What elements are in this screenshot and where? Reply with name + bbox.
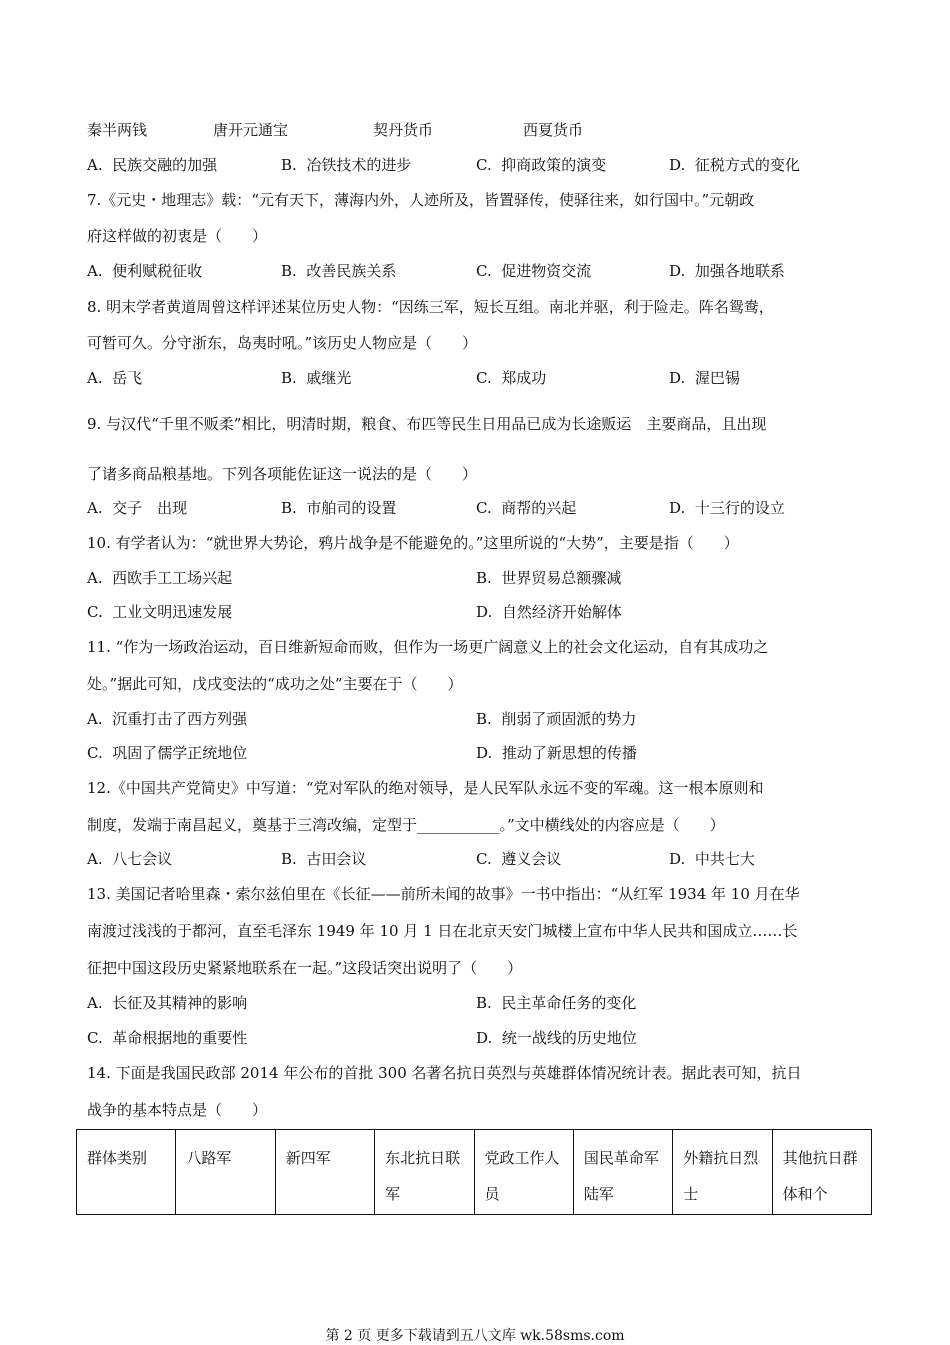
option-a[interactable]: A. 岳飞 xyxy=(87,369,143,387)
question-text: 12.《中国共产党简史》中写道：“党对军队的绝对领导，是人民军队永远不变的军魂。这一根本原则和 xyxy=(87,779,764,797)
coin-caption: 秦半两钱 xyxy=(87,121,148,139)
question-text: 处。”据此可知，戊戌变法的“成功之处”主要在于（ ） xyxy=(87,675,463,693)
question-text: 征把中国这段历史紧紧地联系在一起。”这段话突出说明了（ ） xyxy=(87,959,523,977)
option-a[interactable]: A. 八七会议 xyxy=(87,850,173,868)
option-c[interactable]: C. 巩固了儒学正统地位 xyxy=(87,744,248,762)
option-b[interactable]: B. 戚继光 xyxy=(281,369,352,387)
table-cell: 群体类别 xyxy=(77,1130,176,1215)
option-a[interactable]: A. 西欧手工工场兴起 xyxy=(87,569,233,587)
option-a[interactable]: A. 交子 出现 xyxy=(87,499,188,517)
table-row xyxy=(77,1130,872,1215)
question-text: 9. 与汉代“千里不贩柔”相比，明清时期，粮食、布匹等民生日用品已成为长途贩运 主要商品，且出现 xyxy=(87,415,767,433)
coin-caption: 契丹货币 xyxy=(373,121,434,139)
table-cell: 外籍抗日烈士 xyxy=(673,1130,772,1215)
table-cell: 其他抗日群体和个 xyxy=(772,1130,871,1215)
option-d[interactable]: D. 渥巴锡 xyxy=(669,369,740,387)
table-cell: 八路军 xyxy=(176,1130,275,1215)
question-text: 了诸多商品粮基地。下列各项能佐证这一说法的是（ ） xyxy=(87,465,478,483)
option-d[interactable]: D. 加强各地联系 xyxy=(669,262,785,280)
table-cell: 党政工作人员 xyxy=(474,1130,573,1215)
option-d[interactable]: D. 十三行的设立 xyxy=(669,499,785,517)
option-b[interactable]: B. 市舶司的设置 xyxy=(281,499,397,517)
table-cell: 新四军 xyxy=(275,1130,374,1215)
option-b[interactable]: B. 民主革命任务的变化 xyxy=(476,994,637,1012)
table-cell: 东北抗日联军 xyxy=(375,1130,474,1215)
option-d[interactable]: D. 推动了新思想的传播 xyxy=(476,744,637,762)
statistics-table xyxy=(76,1129,872,1215)
question-text: 10. 有学者认为：“就世界大势论，鸦片战争是不能避免的。”这里所说的“大势”，主要是指（ ） xyxy=(87,534,739,552)
question-text: 11. “作为一场政治运动，百日维新短命而败，但作为一场更广阔意义上的社会文化运动，自有其成功之 xyxy=(87,638,769,656)
option-c[interactable]: C. 遵义会议 xyxy=(476,850,562,868)
question-text: 13. 美国记者哈里森・索尔兹伯里在《长征——前所未闻的故事》一书中指出：“从红军 1934 年 10 月在华 xyxy=(87,885,800,903)
question-text: 制度，发端于南昌起义，奠基于三湾改编，定型于___________。”文中横线处的内容应是（ ） xyxy=(87,816,725,834)
coin-caption: 西夏货币 xyxy=(523,121,584,139)
option-c[interactable]: C. 商帮的兴起 xyxy=(476,499,577,517)
option-c[interactable]: C. 促进物资交流 xyxy=(476,262,592,280)
option-c[interactable]: C. 工业文明迅速发展 xyxy=(87,603,233,621)
option-b[interactable]: B. 冶铁技术的进步 xyxy=(281,156,412,174)
option-c[interactable]: C. 革命根据地的重要性 xyxy=(87,1029,248,1047)
option-a[interactable]: A. 长征及其精神的影响 xyxy=(87,994,248,1012)
question-text: 7.《元史・地理志》载：“元有天下，薄海内外，人迹所及，皆置驿传，使驿往来，如行国中。”元朝政 xyxy=(87,191,755,209)
option-c[interactable]: C. 抑商政策的演变 xyxy=(476,156,607,174)
question-text: 8. 明末学者黄道周曾这样评述某位历史人物：“因练三军，短长互组。南北并驱，利于险走。阵名鸳鸯， xyxy=(87,298,774,316)
question-text: 战争的基本特点是（ ） xyxy=(87,1101,268,1119)
option-d[interactable]: D. 征税方式的变化 xyxy=(669,156,800,174)
question-text: 可暂可久。分守浙东，岛夷时吼。”该历史人物应是（ ） xyxy=(87,334,478,352)
option-b[interactable]: B. 世界贸易总额骤减 xyxy=(476,569,622,587)
option-b[interactable]: B. 削弱了顽固派的势力 xyxy=(476,710,637,728)
question-text: 14. 下面是我国民政部 2014 年公布的首批 300 名著名抗日英烈与英雄群体情况统计表。据此表可知，抗日 xyxy=(87,1064,802,1082)
question-text: 南渡过浅浅的于都河，直至毛泽东 1949 年 10 月 1 日在北京天安门城楼上宣布中华人民共和国成立……长 xyxy=(87,922,798,940)
option-b[interactable]: B. 改善民族关系 xyxy=(281,262,397,280)
option-a[interactable]: A. 便利赋税征收 xyxy=(87,262,203,280)
option-d[interactable]: D. 中共七大 xyxy=(669,850,755,868)
page-footer: 第 2 页 更多下载请到五八文库 wk.58sms.com xyxy=(325,1328,625,1344)
option-d[interactable]: D. 统一战线的历史地位 xyxy=(476,1029,637,1047)
option-c[interactable]: C. 郑成功 xyxy=(476,369,547,387)
option-a[interactable]: A. 沉重打击了西方列强 xyxy=(87,710,248,728)
table-cell: 国民革命军陆军 xyxy=(573,1130,672,1215)
option-d[interactable]: D. 自然经济开始解体 xyxy=(476,603,622,621)
option-b[interactable]: B. 古田会议 xyxy=(281,850,367,868)
coin-caption: 唐开元通宝 xyxy=(213,121,289,139)
question-text: 府这样做的初衷是（ ） xyxy=(87,227,268,245)
option-a[interactable]: A. 民族交融的加强 xyxy=(87,156,218,174)
